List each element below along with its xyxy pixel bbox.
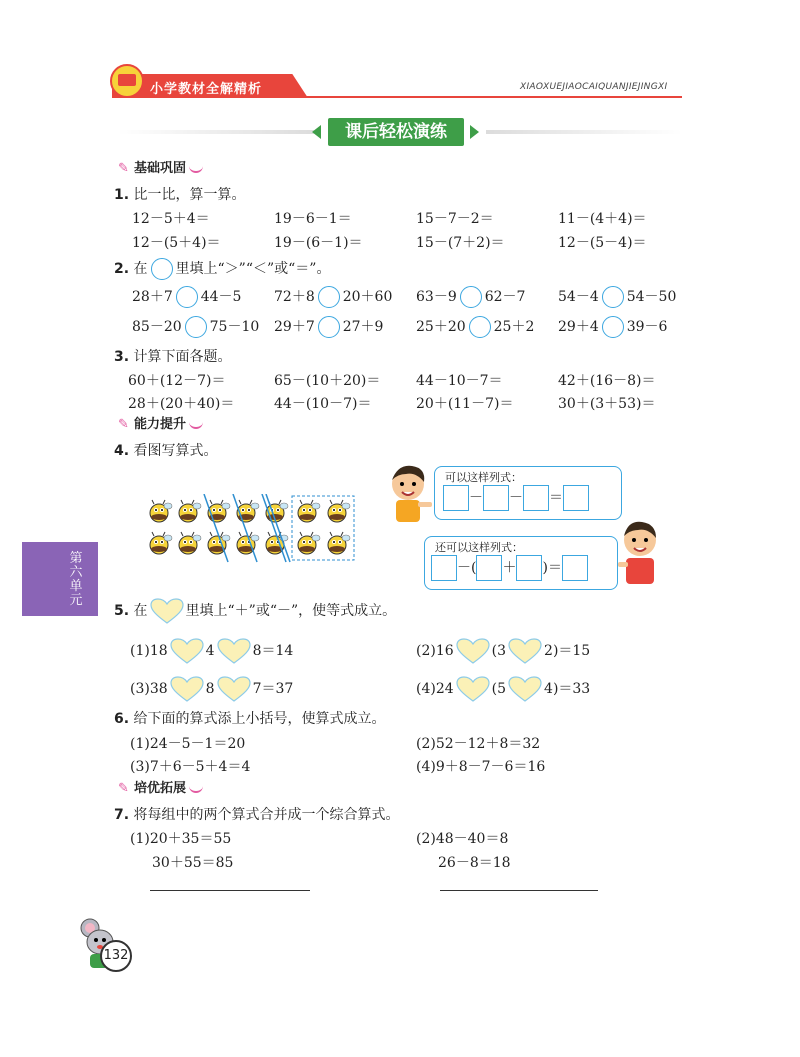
expression-left: 29＋4 bbox=[558, 319, 599, 335]
expression-part: (3)38 bbox=[130, 681, 168, 697]
heart-answer-blank[interactable] bbox=[217, 676, 251, 702]
heart-answer-blank[interactable] bbox=[456, 638, 490, 664]
speech-bubble-1 bbox=[434, 466, 622, 520]
equals-sign: ＝ bbox=[549, 490, 563, 506]
banner-left-line bbox=[118, 130, 314, 134]
expression-left: 28＋7 bbox=[132, 289, 173, 305]
pencil-icon: ✎ bbox=[118, 781, 129, 796]
section-heading-basic bbox=[118, 160, 203, 178]
question-4-number: 4. bbox=[114, 443, 130, 459]
equation: (2)52－12＋8＝32 bbox=[416, 736, 541, 752]
section-heading-advanced-label: 培优拓展 bbox=[134, 781, 187, 796]
equation: 19－6－1＝ bbox=[274, 211, 352, 227]
answer-box[interactable] bbox=[483, 485, 509, 511]
equation: (2)48－40＝8 bbox=[416, 831, 509, 847]
equation: 12－5＋4＝ bbox=[132, 211, 210, 227]
answer-box[interactable] bbox=[443, 485, 469, 511]
equation: 60＋(12－7)＝ bbox=[128, 373, 226, 389]
equation: (3)7＋6－5＋4＝4 bbox=[130, 759, 251, 775]
section-heading-ability bbox=[118, 416, 203, 434]
question-7-text: 将每组中的两个算式合并成一个综合算式。 bbox=[133, 807, 400, 823]
expression-part: 4)＝33 bbox=[544, 681, 591, 697]
section-banner: 课后轻松演练 bbox=[328, 118, 464, 146]
expression-part: (2)16 bbox=[416, 643, 454, 659]
equation: 19－(6－1)＝ bbox=[274, 235, 363, 251]
equation: 44－10－7＝ bbox=[416, 373, 503, 389]
question-6-text: 给下面的算式添上小括号，使算式成立。 bbox=[133, 711, 386, 727]
question-5-number: 5. bbox=[114, 603, 130, 619]
equation: 42＋(16－8)＝ bbox=[558, 373, 656, 389]
answer-box[interactable] bbox=[563, 485, 589, 511]
equation: 12－(5－4)＝ bbox=[558, 235, 647, 251]
wave-decoration-icon bbox=[189, 421, 203, 429]
heart-answer-blank[interactable] bbox=[217, 638, 251, 664]
compare-blank-circle[interactable] bbox=[602, 286, 624, 308]
question-1-row bbox=[0, 208, 800, 228]
question-5-row bbox=[0, 636, 800, 664]
expression-part: 2)＝15 bbox=[544, 643, 591, 659]
compare-blank-circle[interactable] bbox=[318, 286, 340, 308]
answer-box[interactable] bbox=[431, 555, 457, 581]
compare-blank-circle[interactable] bbox=[318, 316, 340, 338]
boy-illustration-2 bbox=[618, 518, 662, 588]
question-5-text-after: 里填上“＋”或“－”，使等式成立。 bbox=[185, 603, 397, 619]
equation: 11－(4＋4)＝ bbox=[558, 211, 647, 227]
plus-sign: ＋ bbox=[502, 560, 517, 576]
question-2-row bbox=[0, 286, 800, 312]
expression-left: 72＋8 bbox=[274, 289, 315, 305]
question-7-title bbox=[114, 804, 400, 824]
expression-part: (3 bbox=[491, 643, 507, 659]
answer-line-1[interactable] bbox=[150, 890, 310, 891]
unit-side-tab bbox=[22, 542, 98, 616]
expression-right: 44－5 bbox=[200, 289, 242, 305]
equation: 65－(10＋20)＝ bbox=[274, 373, 381, 389]
question-3-row bbox=[0, 393, 800, 413]
minus-sign: － bbox=[509, 490, 523, 506]
expression-left: 63－9 bbox=[416, 289, 457, 305]
equation: (1)24－5－1＝20 bbox=[130, 736, 246, 752]
answer-box[interactable] bbox=[476, 555, 502, 581]
page-number: 132 bbox=[100, 940, 132, 972]
expression-left: 25＋20 bbox=[416, 319, 466, 335]
expression-part: (5 bbox=[491, 681, 507, 697]
question-7-row bbox=[0, 852, 800, 872]
question-4-title bbox=[114, 440, 218, 460]
question-6-number: 6. bbox=[114, 711, 130, 727]
question-5-text-before: 在 bbox=[133, 603, 148, 619]
banner-right-arrow-icon bbox=[470, 125, 479, 139]
bee-row-top bbox=[150, 500, 350, 522]
equation: 30＋(3＋53)＝ bbox=[558, 396, 656, 412]
heart-answer-blank[interactable] bbox=[456, 676, 490, 702]
question-1-title bbox=[114, 184, 246, 204]
book-title: 小学教材全解精析 bbox=[150, 82, 263, 97]
speech-bubble-1-text: 可以这样列式： bbox=[445, 471, 522, 484]
expression-part: 8 bbox=[205, 681, 215, 697]
equation-boxes-2 bbox=[431, 555, 588, 581]
question-7-number: 7. bbox=[114, 807, 130, 823]
equation: 12－(5＋4)＝ bbox=[132, 235, 221, 251]
question-1-row bbox=[0, 232, 800, 252]
equals-sign: ＝ bbox=[547, 560, 562, 576]
bee-picture bbox=[144, 494, 358, 564]
heart-answer-blank[interactable] bbox=[508, 638, 542, 664]
question-6-row bbox=[0, 733, 800, 753]
expression-left: 54－4 bbox=[558, 289, 599, 305]
expression-right: 20＋60 bbox=[342, 289, 393, 305]
equation: 44－(10－7)＝ bbox=[274, 396, 372, 412]
right-paren: ) bbox=[542, 560, 548, 576]
equation: 28＋(20＋40)＝ bbox=[128, 396, 235, 412]
wave-decoration-icon bbox=[189, 165, 203, 173]
boy-illustration-1 bbox=[386, 462, 436, 530]
equation-boxes-1 bbox=[443, 485, 589, 511]
compare-blank-circle[interactable] bbox=[602, 316, 624, 338]
section-heading-ability-label: 能力提升 bbox=[134, 417, 187, 432]
wave-decoration-icon bbox=[189, 785, 203, 793]
speech-bubble-2 bbox=[424, 536, 618, 590]
speech-bubble-2-text: 还可以这样列式： bbox=[435, 541, 523, 554]
question-7-row bbox=[0, 828, 800, 848]
answer-line-2[interactable] bbox=[440, 890, 598, 891]
compare-blank-circle[interactable] bbox=[185, 316, 207, 338]
question-3-number: 3. bbox=[114, 349, 130, 365]
banner-right-line bbox=[486, 130, 682, 134]
header-rule bbox=[300, 96, 682, 98]
question-5-title bbox=[114, 598, 396, 624]
question-6-title bbox=[114, 708, 386, 728]
compare-blank-circle[interactable] bbox=[469, 316, 491, 338]
question-6-row bbox=[0, 756, 800, 776]
question-5-row bbox=[0, 674, 800, 702]
heart-answer-blank[interactable] bbox=[508, 676, 542, 702]
question-3-text: 计算下面各题。 bbox=[133, 349, 232, 365]
minus-sign: － bbox=[469, 490, 483, 506]
equation: 26－8＝18 bbox=[438, 855, 511, 871]
question-2-text-after: 里填上“＞”“＜”或“＝”。 bbox=[175, 261, 331, 277]
expression-right: 39－6 bbox=[626, 319, 668, 335]
section-heading-advanced bbox=[118, 780, 203, 798]
heart-answer-blank[interactable] bbox=[170, 676, 204, 702]
expression-part: 8＝14 bbox=[252, 643, 294, 659]
equation: 20＋(11－7)＝ bbox=[416, 396, 514, 412]
expression-part: 7＝37 bbox=[252, 681, 294, 697]
equation: 15－(7＋2)＝ bbox=[416, 235, 505, 251]
question-3-row bbox=[0, 370, 800, 390]
blank-circle-icon bbox=[151, 258, 173, 280]
question-3-title bbox=[114, 346, 232, 366]
expression-right: 75－10 bbox=[209, 319, 260, 335]
question-2-number: 2. bbox=[114, 261, 130, 277]
left-paren: ( bbox=[471, 560, 477, 576]
question-1-number: 1. bbox=[114, 187, 130, 203]
pencil-icon: ✎ bbox=[118, 417, 129, 432]
pencil-icon: ✎ bbox=[118, 161, 129, 176]
expression-right: 54－50 bbox=[626, 289, 677, 305]
book-title-pinyin: XIAOXUEJIAOCAIQUANJIEJINGXI bbox=[520, 82, 668, 92]
equation: 30＋55＝85 bbox=[152, 855, 234, 871]
heart-blank-icon bbox=[150, 598, 184, 624]
unit-side-tab-label: 第六单元 bbox=[69, 551, 83, 608]
compare-blank-circle[interactable] bbox=[460, 286, 482, 308]
question-1-text: 比一比，算一算。 bbox=[133, 187, 246, 203]
equation: 15－7－2＝ bbox=[416, 211, 494, 227]
expression-part: (1)18 bbox=[130, 643, 168, 659]
question-2-row bbox=[0, 316, 800, 342]
minus-sign: － bbox=[457, 560, 471, 576]
expression-right: 27＋9 bbox=[342, 319, 384, 335]
compare-blank-circle[interactable] bbox=[176, 286, 198, 308]
equation: (1)20＋35＝55 bbox=[130, 831, 232, 847]
book-logo-inner bbox=[118, 74, 136, 86]
expression-part: 4 bbox=[205, 643, 215, 659]
answer-box[interactable] bbox=[523, 485, 549, 511]
answer-box[interactable] bbox=[516, 555, 542, 581]
heart-answer-blank[interactable] bbox=[170, 638, 204, 664]
banner-left-arrow-icon bbox=[312, 125, 321, 139]
expression-right: 62－7 bbox=[484, 289, 526, 305]
expression-left: 29＋7 bbox=[274, 319, 315, 335]
expression-part: (4)24 bbox=[416, 681, 454, 697]
section-heading-basic-label: 基础巩固 bbox=[134, 161, 187, 176]
answer-box[interactable] bbox=[562, 555, 588, 581]
expression-right: 25＋2 bbox=[493, 319, 535, 335]
question-2-text-before: 在 bbox=[133, 261, 148, 277]
question-2-title bbox=[114, 258, 330, 280]
bee-grid-illustration bbox=[144, 494, 358, 564]
expression-left: 85－20 bbox=[132, 319, 182, 335]
equation: (4)9＋8－7－6＝16 bbox=[416, 759, 546, 775]
question-4-text: 看图写算式。 bbox=[133, 443, 218, 459]
